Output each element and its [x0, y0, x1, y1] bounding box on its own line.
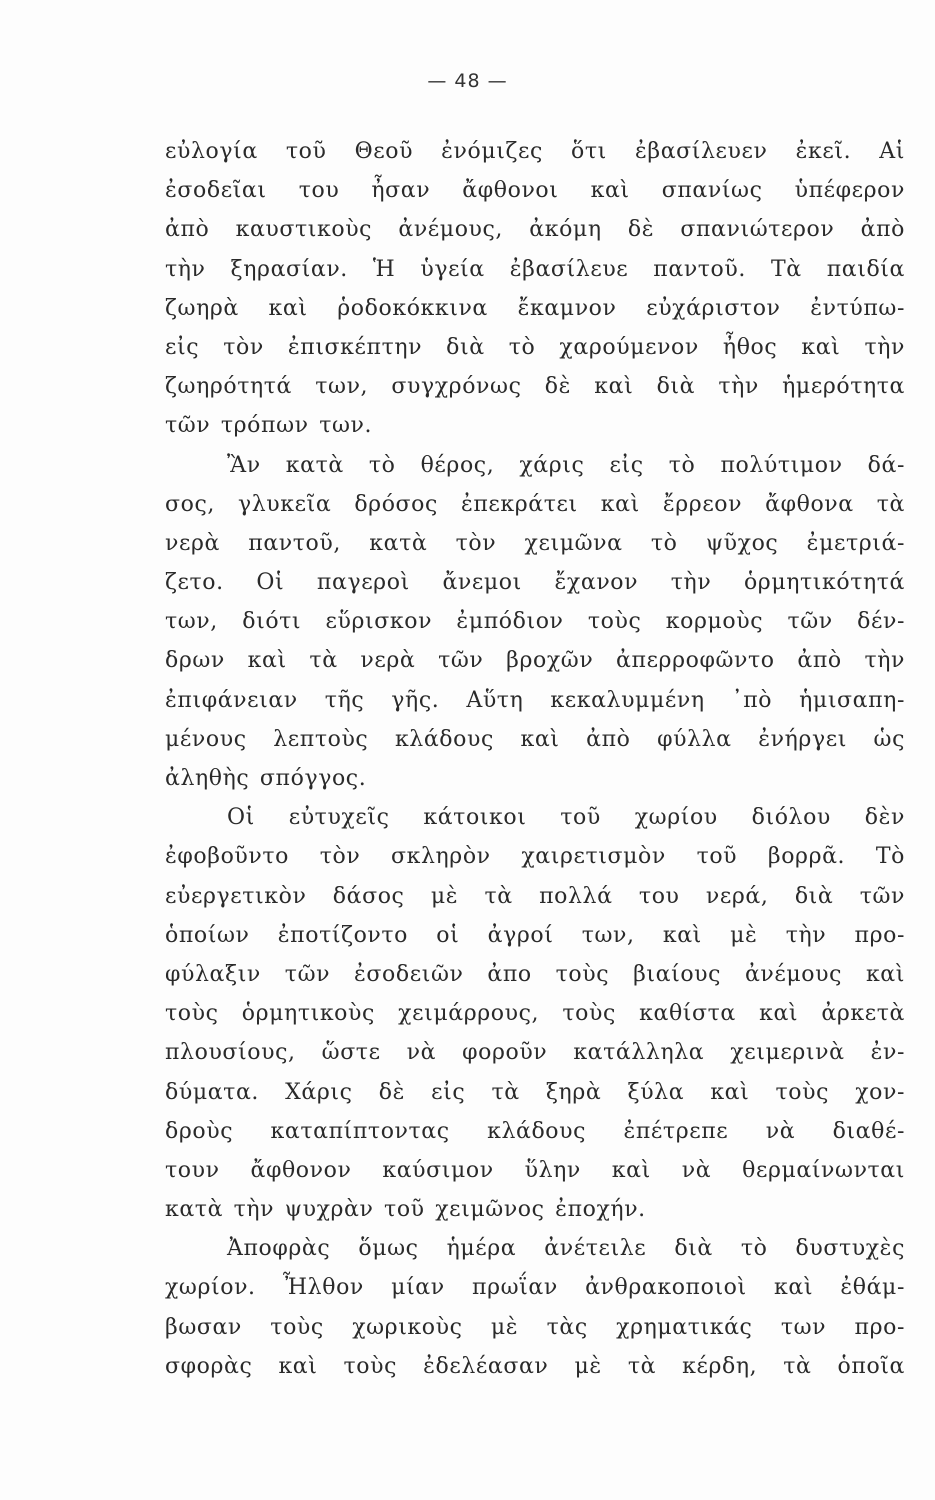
- text-line: τοὺς ὁρμητικοὺς χειμάρρους, τοὺς καθίστα καὶ ἀρκετὰ: [165, 1001, 905, 1027]
- text-line: βωσαν τοὺς χωρικοὺς μὲ τὰς χρηματικάς των προ-: [165, 1314, 905, 1340]
- text-line: Ἂν κατὰ τὸ θέρος, χάρις εἰς τὸ πολύτιμον δά-: [227, 452, 905, 478]
- text-line: σος, γλυκεῖα δρόσος ἐπεκράτει καὶ ἔρρεον ἄφθονα τὰ: [165, 491, 905, 517]
- text-line: ἀπὸ καυστικοὺς ἀνέμους, ἀκόμη δὲ σπανιώτερον ἀπὸ: [165, 217, 905, 243]
- text-line: ἀληθὴς σπόγγος.: [165, 766, 367, 791]
- text-line: Ἀποφρὰς ὅμως ἡμέρα ἀνέτειλε διὰ τὸ δυστυχὲς: [227, 1236, 905, 1262]
- text-line: ἐφοβοῦντο τὸν σκληρὸν χαιρετισμὸν τοῦ βορρᾶ. Τὸ: [165, 844, 905, 870]
- text-line: ἐσοδεῖαι του ἦσαν ἄφθονοι καὶ σπανίως ὑπέφερον: [165, 178, 905, 204]
- text-line: εἰς τὸν ἐπισκέπτην διὰ τὸ χαρούμενον ἦθος καὶ τὴν: [165, 334, 905, 360]
- text-line: κατὰ τὴν ψυχρὰν τοῦ χειμῶνος ἐποχήν.: [165, 1197, 646, 1223]
- text-line: ὁποίων ἐποτίζοντο οἱ ἀγροί των, καὶ μὲ τὴν προ-: [165, 922, 905, 948]
- body-text: [165, 132, 905, 1386]
- text-line: δρων καὶ τὰ νερὰ τῶν βροχῶν ἀπερροφῶντο ἀπὸ τὴν: [165, 648, 905, 674]
- text-line: φύλαξιν τῶν ἐσοδειῶν ἀπο τοὺς βιαίους ἀνέμους καὶ: [165, 961, 905, 987]
- text-line: σφορὰς καὶ τοὺς ἐδελέασαν μὲ τὰ κέρδη, τὰ ὁποῖα: [165, 1353, 905, 1379]
- text-line: τουν ἄφθονον καύσιμον ὕλην καὶ νὰ θερμαίνωνται: [165, 1157, 905, 1183]
- text-line: δροὺς καταπίπτοντας κλάδους ἐπέτρεπε νὰ διαθέ-: [165, 1118, 905, 1144]
- text-line: ἐπιφάνειαν τῆς γῆς. Αὕτη κεκαλυμμένη ᾽πὸ ἡμισαπη-: [165, 687, 905, 713]
- text-line: των, διότι εὕρισκον ἐμπόδιον τοὺς κορμοὺς τῶν δέν-: [165, 609, 905, 635]
- text-line: ζωηρότητά των, συγχρόνως δὲ καὶ διὰ τὴν ἡμερότητα: [165, 374, 905, 400]
- text-line: δύματα. Χάρις δὲ εἰς τὰ ξηρὰ ξύλα καὶ τοὺς χον-: [165, 1079, 905, 1105]
- page-number: — 48 —: [427, 70, 508, 92]
- text-line: τὴν ξηρασίαν. Ἡ ὑγεία ἐβασίλευε παντοῦ. Τὰ παιδία: [165, 256, 905, 282]
- text-line: τῶν τρόπων των.: [165, 413, 373, 439]
- text-line: νερὰ παντοῦ, κατὰ τὸν χειμῶνα τὸ ψῦχος ἐμετριά-: [165, 530, 905, 556]
- text-line: Οἱ εὐτυχεῖς κάτοικοι τοῦ χωρίου διόλου δὲν: [227, 805, 905, 831]
- text-line: χωρίον. Ἦλθον μίαν πρωΐαν ἀνθρακοποιοὶ καὶ ἐθάμ-: [165, 1275, 905, 1301]
- text-line: μένους λεπτοὺς κλάδους καὶ ἀπὸ φύλλα ἐνήργει ὡς: [165, 726, 905, 752]
- text-line: πλουσίους, ὥστε νὰ φοροῦν κατάλληλα χειμερινὰ ἐν-: [165, 1040, 905, 1066]
- text-line: εὐλογία τοῦ Θεοῦ ἐνόμιζες ὅτι ἐβασίλευεν ἐκεῖ. Αἱ: [165, 139, 905, 164]
- text-line: ζετο. Οἱ παγεροὶ ἄνεμοι ἔχανον τὴν ὁρμητικότητά: [165, 570, 905, 596]
- text-line: εὐεργετικὸν δάσος μὲ τὰ πολλά του νερά, διὰ τῶν: [165, 883, 905, 909]
- text-line: ζωηρὰ καὶ ῥοδοκόκκινα ἔκαμνον εὐχάριστον ἐντύπω-: [165, 295, 905, 321]
